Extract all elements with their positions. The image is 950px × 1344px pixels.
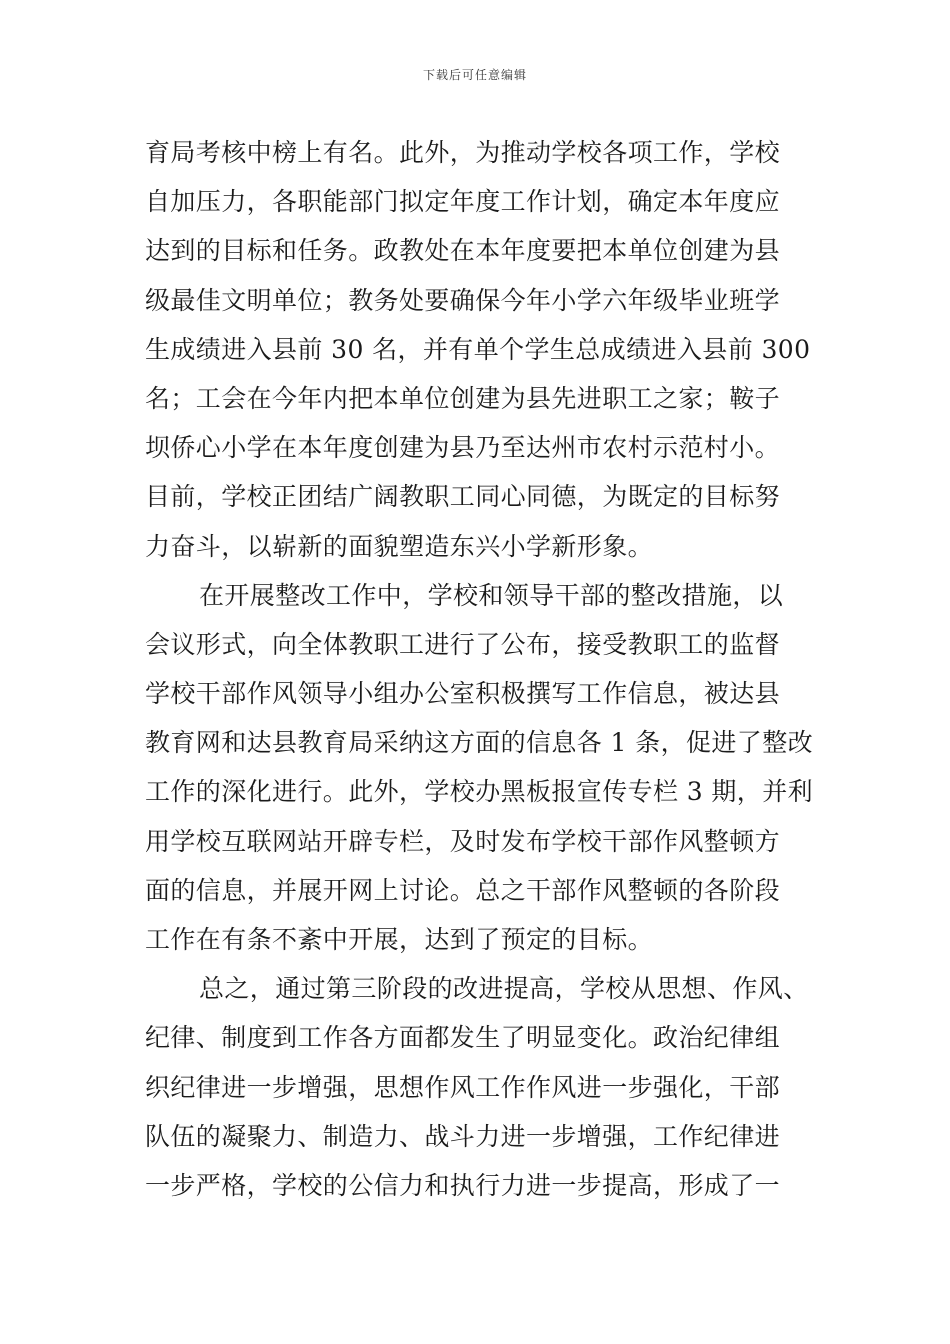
text-line: 学校干部作风领导小组办公室积极撰写工作信息，被达县 (145, 679, 781, 709)
page-header-note: 下载后可任意编辑 (422, 68, 527, 82)
text-line: 用学校互联网站开辟专栏，及时发布学校干部作风整顿方 (145, 826, 781, 856)
text-line: 在开展整改工作中，学校和领导干部的整改措施，以 (199, 580, 784, 610)
text-line: 达到的目标和任务。政教处在本年度要把本单位创建为县 (145, 236, 781, 266)
text-line: 一步严格，学校的公信力和执行力进一步提高，形成了一 (145, 1170, 781, 1200)
text-line: 总之，通过第三阶段的改进提高，学校从思想、作风、 (199, 974, 809, 1004)
text-line: 坝侨心小学在本年度创建为县乃至达州市农村示范村小。 (145, 433, 781, 463)
text-line: 工作的深化进行。此外，学校办黑板报宣传专栏 3 期，并利 (145, 777, 814, 807)
text-line: 织纪律进一步增强，思想作风工作作风进一步强化，干部 (145, 1072, 781, 1102)
text-line: 级最佳文明单位；教务处要确保今年小学六年级毕业班学 (145, 285, 781, 315)
text-line: 育局考核中榜上有名。此外，为推动学校各项工作，学校 (145, 138, 781, 167)
text-line: 队伍的凝聚力、制造力、战斗力进一步增强，工作纪律进 (145, 1121, 781, 1151)
text-line: 面的信息，并展开网上讨论。总之干部作风整顿的各阶段 (145, 875, 781, 905)
text-line: 工作在有条不紊中开展，达到了预定的目标。 (145, 925, 654, 954)
paragraph (145, 571, 835, 965)
text-line: 目前，学校正团结广阔教职工同心同德，为既定的目标努 (145, 482, 781, 512)
text-line: 纪律、制度到工作各方面都发生了明显变化。政治纪律组 (145, 1023, 781, 1053)
document-body (145, 128, 835, 1210)
text-line: 教育网和达县教育局采纳这方面的信息各 1 条，促进了整改 (145, 728, 814, 758)
paragraph (145, 128, 835, 571)
text-line: 力奋斗，以崭新的面貌塑造东兴小学新形象。 (145, 531, 654, 561)
text-line: 会议形式，向全体教职工进行了公布，接受教职工的监督 (145, 629, 781, 659)
paragraph (145, 964, 835, 1210)
text-line: 自加压力，各职能部门拟定年度工作计划，确定本年度应 (145, 187, 781, 217)
text-line: 生成绩进入县前 30 名，并有单个学生总成绩进入县前 300 (145, 334, 811, 364)
text-line: 名；工会在今年内把本单位创建为县先进职工之家；鞍子 (145, 383, 781, 413)
